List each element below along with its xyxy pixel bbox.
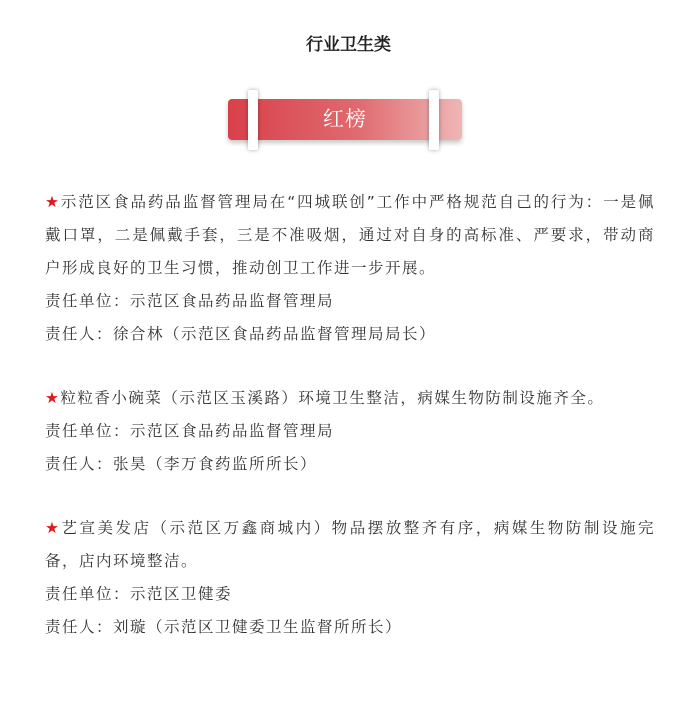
entry-description-text: 艺宣美发店（示范区万鑫商城内）物品摆放整齐有序，病媒生物防制设施完备，店内环境整洁。 [45, 519, 655, 570]
entry [45, 382, 655, 481]
entry [45, 512, 655, 644]
banner-label: 红榜 [323, 107, 367, 131]
entry-description-text: 示范区食品药品监督管理局在“四城联创”工作中严格规范自己的行为：一是佩戴口罩，二是佩戴手套，三是不准吸烟，通过对自身的高标准、严要求，带动商户形成良好的卫生习惯，推动创卫工作进一步开展。 [45, 193, 655, 277]
responsible-person: 责任人：徐合林（示范区食品药品监督管理局局长） [45, 325, 437, 343]
entry-description [45, 186, 655, 285]
red-list-banner [228, 90, 462, 150]
entry-description-text: 粒粒香小碗菜（示范区玉溪路）环境卫生整洁，病媒生物防制设施齐全。 [60, 389, 605, 407]
entry-description [45, 512, 655, 578]
star-icon: ★ [45, 519, 62, 537]
responsible-unit: 责任单位：示范区食品药品监督管理局 [45, 422, 335, 440]
responsible-unit: 责任单位：示范区食品药品监督管理局 [45, 292, 335, 310]
section-title: 行业卫生类 [306, 35, 391, 55]
entry [45, 186, 655, 351]
star-icon: ★ [45, 193, 61, 211]
responsible-person: 责任人：刘璇（示范区卫健委卫生监督所所长） [45, 618, 403, 636]
star-icon: ★ [45, 389, 61, 407]
entry-list [45, 186, 655, 675]
responsible-person: 责任人：张昊（李万食药监所所长） [45, 455, 318, 473]
entry-description [45, 382, 655, 415]
responsible-unit: 责任单位：示范区卫健委 [45, 585, 233, 603]
